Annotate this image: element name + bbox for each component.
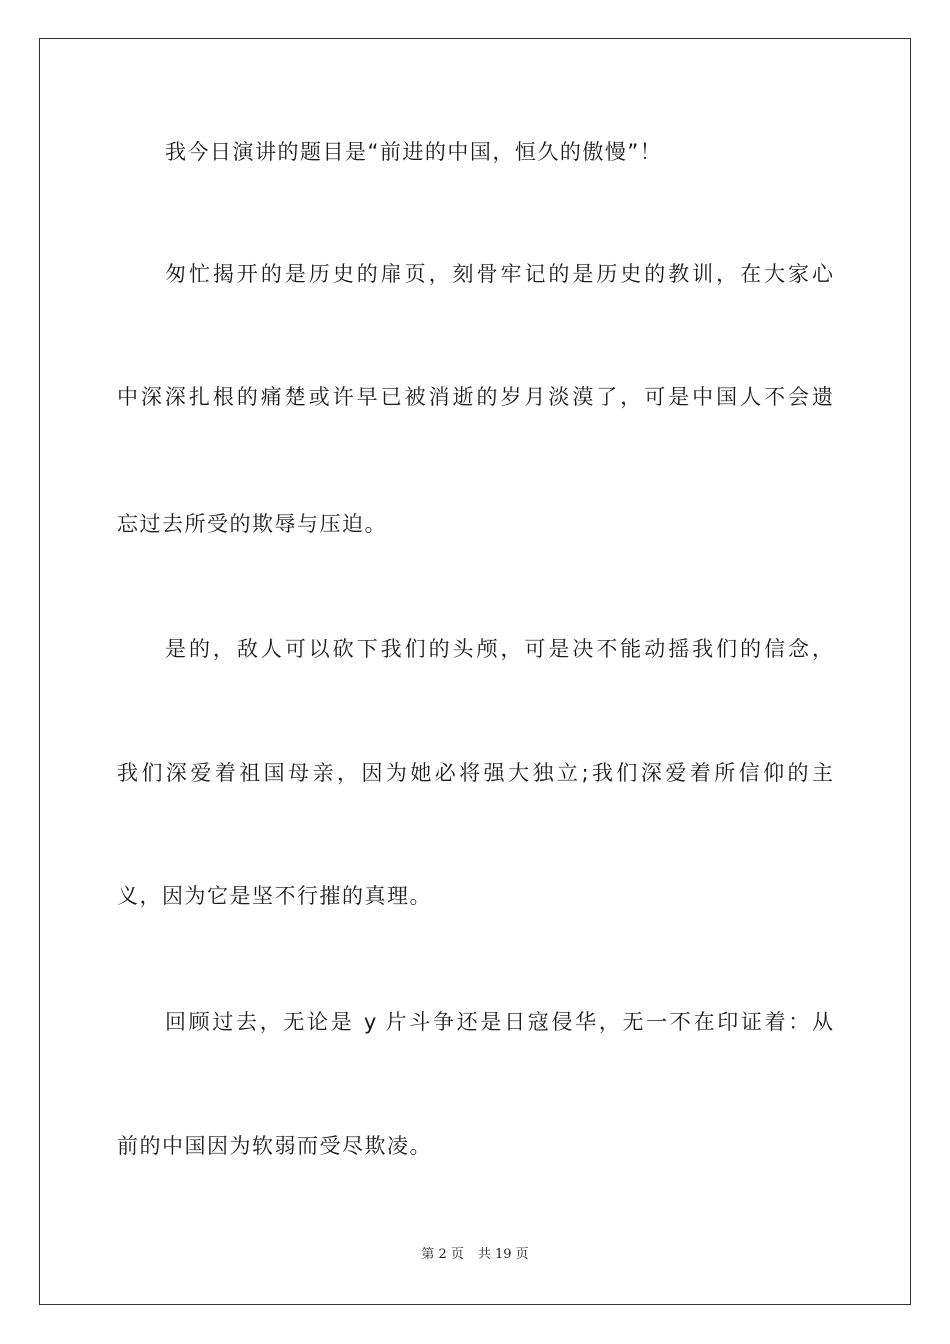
page-footer bbox=[0, 1246, 950, 1264]
paragraph-3-line-3: 义，因为它是坚不行摧的真理。 bbox=[117, 884, 432, 908]
page-number: 第 2 页 bbox=[421, 1247, 464, 1262]
paragraph-2-line-3: 忘过去所受的欺辱与压迫。 bbox=[117, 512, 387, 536]
page-border bbox=[39, 38, 911, 1305]
paragraph-3-line-2: 我们深爱着祖国母亲，因为她必将强大独立;我们深爱着所信仰的主 bbox=[117, 761, 833, 785]
paragraph-2-line-2: 中深深扎根的痛楚或许早已被消逝的岁月淡漠了，可是中国人不会遗 bbox=[117, 385, 833, 409]
paragraph-1-line-1: 我今日演讲的题目是“前进的中国，恒久的傲慢”！ bbox=[165, 140, 663, 164]
paragraph-4-line-2: 前的中国因为软弱而受尽欺凌。 bbox=[117, 1134, 432, 1158]
page-total: 共 19 页 bbox=[477, 1247, 529, 1262]
paragraph-4-line-1: 回顾过去，无论是 y 片斗争还是日寇侵华，无一不在印证着：从 bbox=[165, 1010, 833, 1034]
paragraph-2-line-1: 匆忙揭开的是历史的扉页，刻骨牢记的是历史的教训，在大家心 bbox=[165, 262, 833, 286]
paragraph-3-line-1: 是的，敌人可以砍下我们的头颅，可是决不能动摇我们的信念， bbox=[165, 637, 833, 661]
